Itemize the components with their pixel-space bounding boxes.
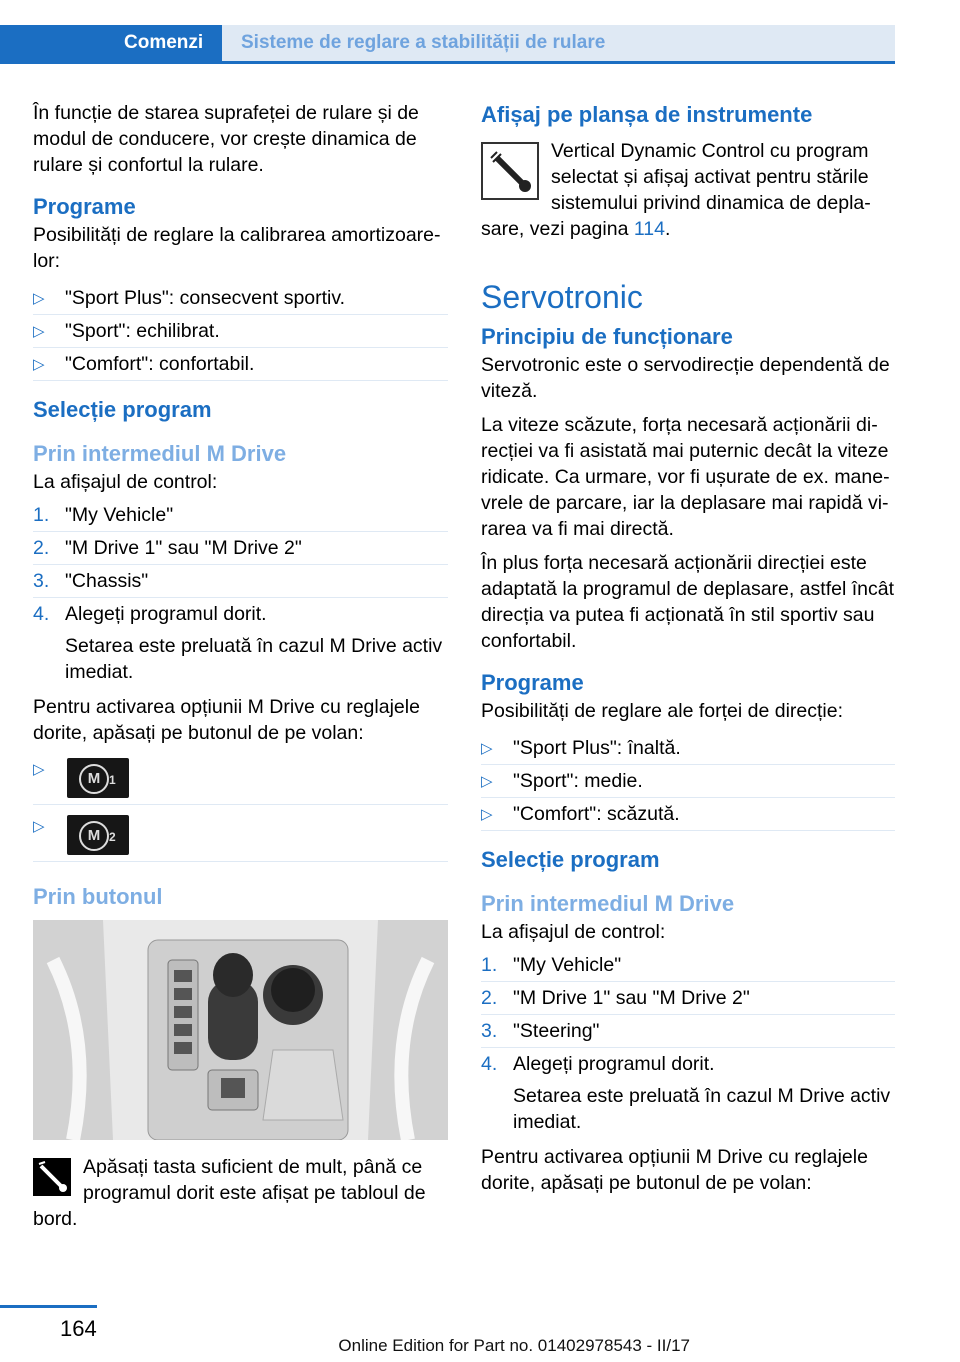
activate-text: Pentru activarea opțiunii M Drive cu reglajele dorite, apăsați pe butonul de pe volan:: [481, 1146, 868, 1194]
buton-subheading: Prin butonul: [33, 884, 163, 909]
left-column: [33, 100, 448, 1240]
list-item: 1. "My Vehicle": [33, 499, 448, 532]
intro-paragraph: În funcție de starea suprafeței de rulare și de modul de conducere, vor crește dinamica de rulare și confortul la rulare.: [33, 102, 419, 176]
triangle-bullet-icon: ▷: [481, 806, 493, 823]
center-console-photo: [33, 920, 448, 1140]
activate-text: Pentru activarea opțiunii M Drive cu reglajele dorite, apăsați pe butonul de pe volan:: [33, 696, 420, 744]
programe-text: Posibilități de reglare la calibrarea amortizoarelor:: [33, 224, 441, 272]
m2-button-row: [33, 811, 448, 862]
triangle-bullet-icon: ▷: [33, 323, 45, 340]
right-column: [481, 100, 895, 1204]
steps-list: [481, 949, 895, 1138]
list-item: 3. "Chassis": [33, 565, 448, 598]
header-section-title: Comenzi: [124, 32, 204, 53]
afisaj-heading: Afișaj pe planșa de instrumente: [481, 102, 813, 127]
header-rule: [0, 61, 895, 64]
header-subsection-title: Sisteme de reglare a stabilității de rulare: [241, 32, 606, 53]
principiu-p1: Servotronic este o servodirecție dependentă de viteză.: [481, 354, 890, 402]
mdrive-subheading: Prin intermediul M Drive: [33, 441, 287, 466]
footer-rule: [0, 1305, 97, 1308]
list-item: ▷ "Sport Plus": înaltă.: [481, 732, 895, 765]
selectie-heading: Selecție program: [33, 397, 212, 422]
afisaj-block: [481, 138, 895, 242]
programe-heading: Programe: [481, 670, 584, 695]
list-item: ▷ "Sport Plus": consecvent sportiv.: [33, 282, 448, 315]
list-item: ▷ "Comfort": confortabil.: [33, 348, 448, 381]
m1-button-row: [33, 754, 448, 805]
list-item: ▷ "Sport": echilibrat.: [33, 315, 448, 348]
principiu-p3: În plus forța necesară acționării direcției este adaptată la programul de deplasare, astfel încât direcția va putea fi acționată în stil sportiv sau confortabil.: [481, 552, 895, 652]
principiu-heading: Principiu de funcționare: [481, 324, 733, 349]
triangle-bullet-icon: ▷: [481, 740, 493, 757]
list-item: ▷ "Sport": medie.: [481, 765, 895, 798]
triangle-bullet-icon: ▷: [481, 773, 493, 790]
m2-steering-button-icon: M 2: [67, 815, 129, 855]
steps-list: [33, 499, 448, 688]
selectie-heading: Selecție program: [481, 847, 660, 872]
triangle-bullet-icon: ▷: [33, 356, 45, 373]
programe-heading: Programe: [33, 194, 136, 219]
triangle-bullet-icon: ▷: [33, 761, 45, 778]
principiu-p2: La viteze scăzute, forța necesară acționării direcției va fi asistată mai puternic decât la viteze ridicate. Ca urmare, vor fi ușurate de ex. manevrele de parcare, iar la deplasare mai rapidă virarea va fi mai directă.: [481, 414, 890, 540]
list-item: 4. Alegeți programul dorit. Setarea este preluată în cazul M Drive activ imediat.: [33, 603, 443, 683]
edition-text: Online Edition for Part no. 01402978543 - II/17: [338, 1336, 690, 1355]
damper-programs-list: [33, 282, 448, 381]
note-text: Apăsați tasta suficient de mult, până ce programul dorit este afișat pe tabloul de bord.: [33, 1156, 426, 1230]
wrench-note-icon: [33, 1158, 71, 1196]
afisaj-text: Vertical Dynamic Control cu program selectat și afișaj activat pentru stările sistemului privind dinamica de deplasare, vezi pagina 114.: [481, 140, 871, 240]
programe-text: Posibilități de reglare ale forței de direcție:: [481, 700, 844, 722]
list-item: 2. "M Drive 1" sau "M Drive 2": [481, 982, 895, 1015]
triangle-bullet-icon: ▷: [33, 290, 45, 307]
servotronic-title: Servotronic: [481, 279, 643, 315]
mdrive-text: La afișajul de control:: [481, 921, 666, 943]
m1-steering-button-icon: M 1: [67, 758, 129, 798]
steering-programs-list: [481, 732, 895, 831]
shock-absorber-icon: [481, 142, 539, 200]
page-number: 164: [60, 1316, 97, 1341]
list-item: 3. "Steering": [481, 1015, 895, 1048]
list-item: 1. "My Vehicle": [481, 949, 895, 982]
page-link[interactable]: 114: [633, 218, 665, 240]
mdrive-subheading: Prin intermediul M Drive: [481, 891, 735, 916]
triangle-bullet-icon: ▷: [33, 818, 45, 835]
mdrive-text: La afișajul de control:: [33, 471, 218, 493]
list-item: 2. "M Drive 1" sau "M Drive 2": [33, 532, 448, 565]
list-item: ▷ "Comfort": scăzută.: [481, 798, 895, 831]
note-block: [33, 1154, 448, 1232]
list-item: 4. Alegeți programul dorit. Setarea este preluată în cazul M Drive activ imediat.: [481, 1053, 891, 1133]
